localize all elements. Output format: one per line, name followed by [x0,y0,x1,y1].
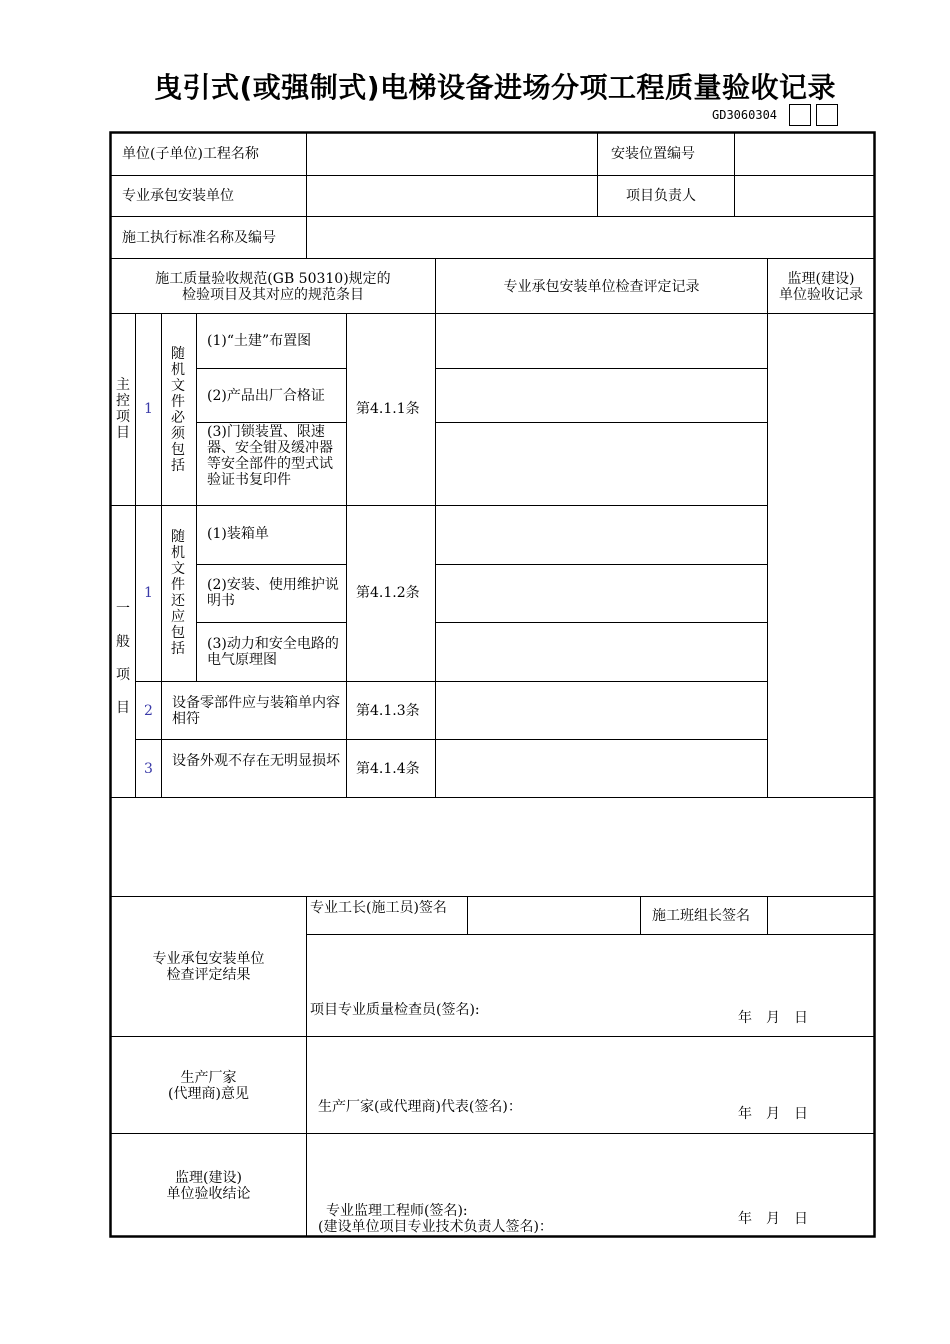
general-item-1: (1)装箱单 [207,526,269,542]
record-field-appearance[interactable] [436,740,767,797]
general-item-3: (3)动力和安全电路的电气原理图 [207,636,339,668]
general-item-appearance: 设备外观不存在无明显损坏 [172,753,340,769]
supervisor-sign-label: 专业监理工程师(签名): [326,1203,468,1219]
install-position-field[interactable] [735,133,874,175]
general-label: 一般项目 [116,601,130,716]
supervisor-header-line2: 单位验收记录 [779,287,863,303]
general-number-2: 2 [144,703,153,719]
contractor-record-header: 专业承包安装单位检查评定记录 [503,279,700,295]
record-field-main-2[interactable] [436,369,767,422]
qc-sign-label: 项目专业质量检查员(签名): [310,1002,480,1018]
manufacturer-label-line2: (代理商)意见 [168,1086,249,1102]
main-control-item-2: (2)产品出厂合格证 [207,388,325,404]
supervisor-header-line1: 监理(建设) [787,271,855,287]
general-clause-2: 第4.1.3条 [356,703,420,719]
standard-label: 施工执行标准名称及编号 [122,230,276,246]
form-title: 曳引式(或强制式)电梯设备进场分项工程质量验收记录 [153,71,837,104]
main-control-label: 主控项目 [116,377,130,441]
result-label-line1: 专业承包安装单位 [152,951,265,967]
manufacturer-sign-label: 生产厂家(或代理商)代表(签名)： [318,1099,522,1115]
spec-header-line1: 施工质量验收规范(GB 50310)规定的 [155,271,391,287]
project-manager-field[interactable] [735,176,874,216]
general-item-parts: 设备零部件应与装箱单内容相符 [172,695,340,727]
record-field-general-3[interactable] [436,623,767,681]
qc-sign-date: 年 月 日 [738,1010,808,1026]
foreman-sign-label: 专业工长(施工员)签名 [310,900,447,916]
general-clause-1: 第4.1.2条 [356,585,420,601]
record-field-general-2[interactable] [436,565,767,622]
main-control-item-1: (1)“土建”布置图 [207,333,312,349]
general-clause-3: 第4.1.4条 [356,761,420,777]
team-leader-sign-field[interactable] [768,897,874,934]
standard-field[interactable] [307,217,874,258]
general-number-3: 3 [144,761,153,777]
main-control-clause: 第4.1.1条 [356,401,420,417]
contractor-field[interactable] [307,176,597,216]
contractor-label: 专业承包安装单位 [122,188,234,204]
general-item-2: (2)安装、使用维护说明书 [207,577,339,609]
install-position-label: 安装位置编号 [611,146,695,162]
manufacturer-label-line1: 生产厂家 [180,1070,237,1086]
general-number-1: 1 [144,585,153,601]
record-field-main-1[interactable] [436,314,767,368]
project-name-label: 单位(子单位)工程名称 [122,146,259,162]
supervisor-label-line1: 监理(建设) [175,1170,242,1186]
spec-header-line2: 检验项目及其对应的规范条目 [182,287,364,303]
main-control-group-label: 随机文件必须包括 [171,346,185,474]
form-code: GD3060304 [712,108,778,122]
general-group-label: 随机文件还应包括 [171,529,185,657]
main-control-item-3: (3)门锁装置、限速器、安全钳及缓冲器等安全部件的型式试验证书复印件 [207,424,333,488]
project-name-field[interactable] [307,133,597,175]
foreman-sign-field[interactable] [468,897,640,934]
supervisor-sign-date: 年 月 日 [738,1211,808,1227]
owner-sign-label: (建设单位项目专业技术负责人签名)： [318,1219,553,1235]
supervisor-record-field[interactable] [768,314,874,797]
supervisor-label-line2: 单位验收结论 [166,1186,251,1202]
project-manager-label: 项目负责人 [626,188,696,204]
record-field-main-3[interactable] [436,423,767,505]
main-control-number: 1 [144,401,153,417]
remarks-area[interactable] [111,798,874,896]
record-field-parts[interactable] [436,682,767,739]
manufacturer-sign-date: 年 月 日 [738,1106,808,1122]
team-leader-sign-label: 施工班组长签名 [652,908,750,924]
record-field-general-1[interactable] [436,506,767,564]
result-label-line2: 检查评定结果 [166,967,251,983]
